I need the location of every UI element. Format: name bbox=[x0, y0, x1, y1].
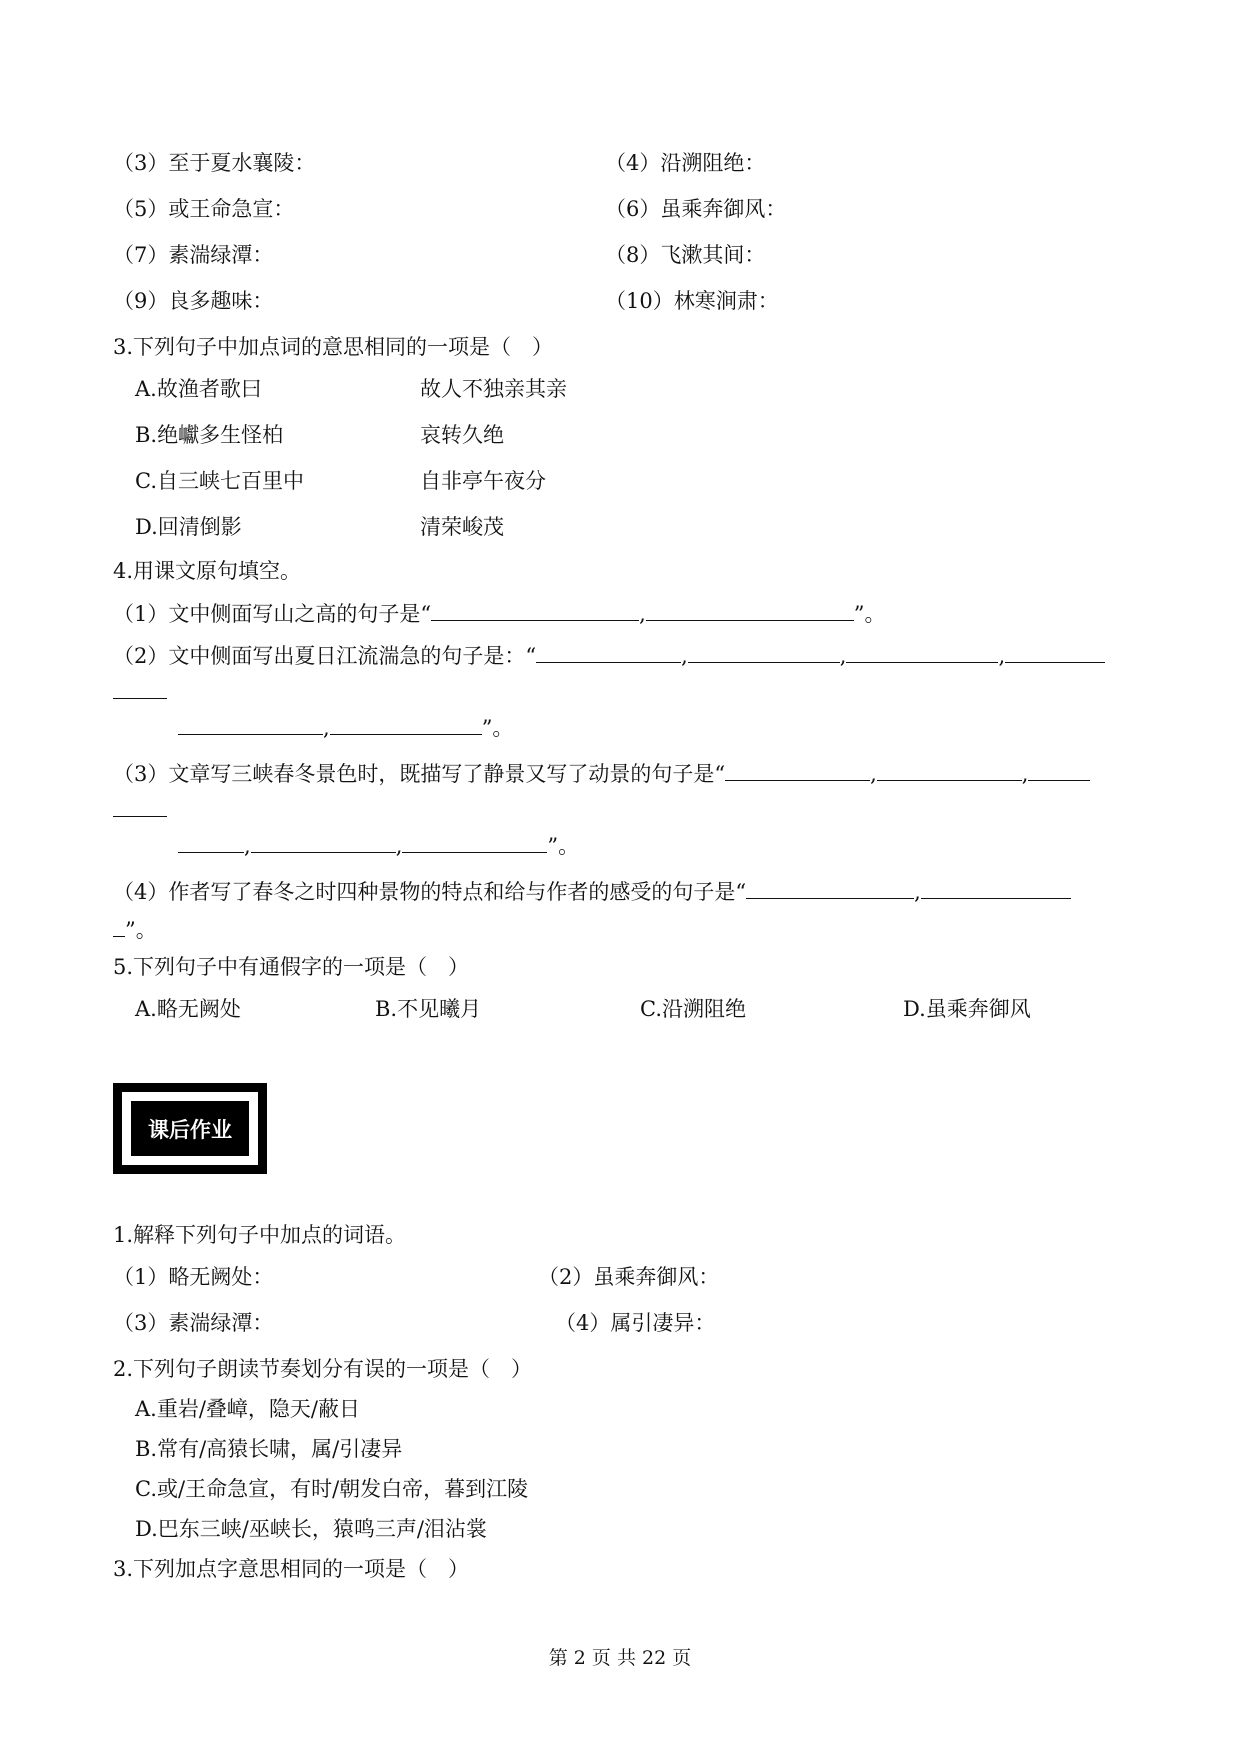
comma: , bbox=[395, 834, 403, 858]
q4-sentence-4 bbox=[113, 876, 1071, 907]
q4-s2-wrap bbox=[113, 676, 167, 707]
q4-s3-prefix: （3）文章写三峡春冬景色时，既描写了静景又写了动景的句子是“ bbox=[113, 762, 726, 786]
homework-q2-option-a: A.重岩/叠嶂，隐天/蔽日 bbox=[135, 1397, 360, 1421]
homework-q1-item-3: （3）素湍绿潭： bbox=[113, 1311, 274, 1335]
homework-q1-item-1: （1）略无阙处： bbox=[113, 1265, 274, 1289]
q3-option-b: B.绝巘多生怪柏 bbox=[135, 423, 284, 447]
homework-q2-option-b: B.常有/高猿长啸，属/引凄异 bbox=[135, 1437, 403, 1461]
q4-sentence-1 bbox=[113, 598, 886, 629]
comma: , bbox=[1021, 762, 1029, 786]
answer-blank[interactable] bbox=[113, 794, 167, 817]
answer-blank[interactable] bbox=[431, 598, 639, 621]
section-badge-label: 课后作业 bbox=[148, 1114, 232, 1144]
answer-blank[interactable] bbox=[877, 758, 1022, 781]
answer-blank[interactable] bbox=[725, 758, 870, 781]
homework-q2-option-c: C.或/王命急宣，有时/朝发白帝，暮到江陵 bbox=[135, 1477, 529, 1501]
homework-q3-stem: 3.下列加点字意思相同的一项是（ ） bbox=[113, 1557, 470, 1581]
q3-option-b-compare: 哀转久绝 bbox=[420, 423, 504, 447]
comma: , bbox=[839, 644, 847, 668]
answer-blank[interactable] bbox=[688, 640, 840, 663]
item-4: （4）沿溯阻绝： bbox=[605, 151, 766, 175]
comma: , bbox=[681, 644, 688, 668]
question-4-stem: 4.用课文原句填空。 bbox=[113, 559, 302, 583]
q4-s1-suffix: ”。 bbox=[853, 602, 886, 626]
q3-option-c-compare: 自非亭午夜分 bbox=[420, 469, 546, 493]
comma: , bbox=[323, 716, 330, 740]
item-10: （10）林寒涧肃： bbox=[605, 289, 779, 313]
q3-option-a: A.故渔者歌曰 bbox=[135, 377, 262, 401]
question-5-stem: 5.下列句子中有通假字的一项是（ ） bbox=[113, 955, 470, 979]
q4-s3-continued bbox=[178, 830, 579, 861]
page-footer: 第 2 页 共 22 页 bbox=[548, 1647, 692, 1669]
answer-blank[interactable] bbox=[178, 830, 244, 853]
answer-blank[interactable] bbox=[746, 876, 914, 899]
homework-q1-item-2: （2）虽乘奔御风： bbox=[538, 1265, 720, 1289]
answer-blank[interactable] bbox=[536, 640, 681, 663]
q5-option-a: A.略无阙处 bbox=[135, 997, 241, 1021]
q4-s3-suffix: ”。 bbox=[547, 834, 580, 858]
item-7: （7）素湍绿潭： bbox=[113, 243, 274, 267]
answer-blank[interactable] bbox=[178, 712, 323, 735]
answer-blank[interactable] bbox=[846, 640, 998, 663]
q5-option-d: D.虽乘奔御风 bbox=[903, 997, 1031, 1021]
answer-blank[interactable] bbox=[646, 598, 854, 621]
item-5: （5）或王命急宣： bbox=[113, 197, 295, 221]
answer-blank[interactable] bbox=[113, 914, 125, 937]
item-9: （9）良多趣味： bbox=[113, 289, 274, 313]
homework-q2-option-d: D.巴东三峡/巫峡长，猿鸣三声/泪沾裳 bbox=[135, 1517, 487, 1541]
q4-s4-suffix: ”。 bbox=[125, 918, 157, 942]
q5-option-b: B.不见曦月 bbox=[375, 997, 482, 1021]
answer-blank[interactable] bbox=[113, 676, 167, 699]
q3-option-d: D.回清倒影 bbox=[135, 515, 242, 539]
q4-sentence-2 bbox=[113, 640, 1105, 671]
q4-s2-continued bbox=[178, 712, 513, 743]
answer-blank[interactable] bbox=[402, 830, 547, 853]
comma: , bbox=[914, 880, 921, 904]
q3-option-d-compare: 清荣峻茂 bbox=[420, 515, 504, 539]
comma: , bbox=[870, 762, 877, 786]
comma: , bbox=[998, 644, 1006, 668]
q4-s2-prefix: （2）文中侧面写出夏日江流湍急的句子是：“ bbox=[113, 644, 537, 668]
answer-blank[interactable] bbox=[1005, 640, 1105, 663]
answer-blank[interactable] bbox=[330, 712, 482, 735]
answer-blank[interactable] bbox=[251, 830, 396, 853]
homework-q2-stem: 2.下列句子朗读节奏划分有误的一项是（ ） bbox=[113, 1357, 533, 1381]
q5-option-c: C.沿溯阻绝 bbox=[640, 997, 746, 1021]
comma: , bbox=[639, 602, 646, 626]
q4-s4-continued bbox=[113, 914, 157, 945]
q4-sentence-3 bbox=[113, 758, 1090, 789]
item-8: （8）飞漱其间： bbox=[605, 243, 766, 267]
item-6: （6）虽乘奔御风： bbox=[605, 197, 787, 221]
q4-s4-prefix: （4）作者写了春冬之时四种景物的特点和给与作者的感受的句子是“ bbox=[113, 880, 747, 904]
section-badge bbox=[113, 1083, 267, 1174]
homework-q1-stem: 1.解释下列句子中加点的词语。 bbox=[113, 1223, 407, 1247]
q3-option-a-compare: 故人不独亲其亲 bbox=[420, 377, 567, 401]
homework-q1-item-4: （4）属引凄异： bbox=[555, 1311, 716, 1335]
item-3: （3）至于夏水襄陵： bbox=[113, 151, 316, 175]
answer-blank[interactable] bbox=[1028, 758, 1090, 781]
q4-s1-prefix: （1）文中侧面写山之高的句子是“ bbox=[113, 602, 432, 626]
q3-option-c: C.自三峡七百里中 bbox=[135, 469, 304, 493]
question-3-stem: 3.下列句子中加点词的意思相同的一项是（ ） bbox=[113, 335, 554, 359]
comma: , bbox=[244, 834, 251, 858]
answer-blank[interactable] bbox=[921, 876, 1071, 899]
q4-s2-suffix: ”。 bbox=[481, 716, 514, 740]
q4-s3-wrap bbox=[113, 794, 167, 825]
